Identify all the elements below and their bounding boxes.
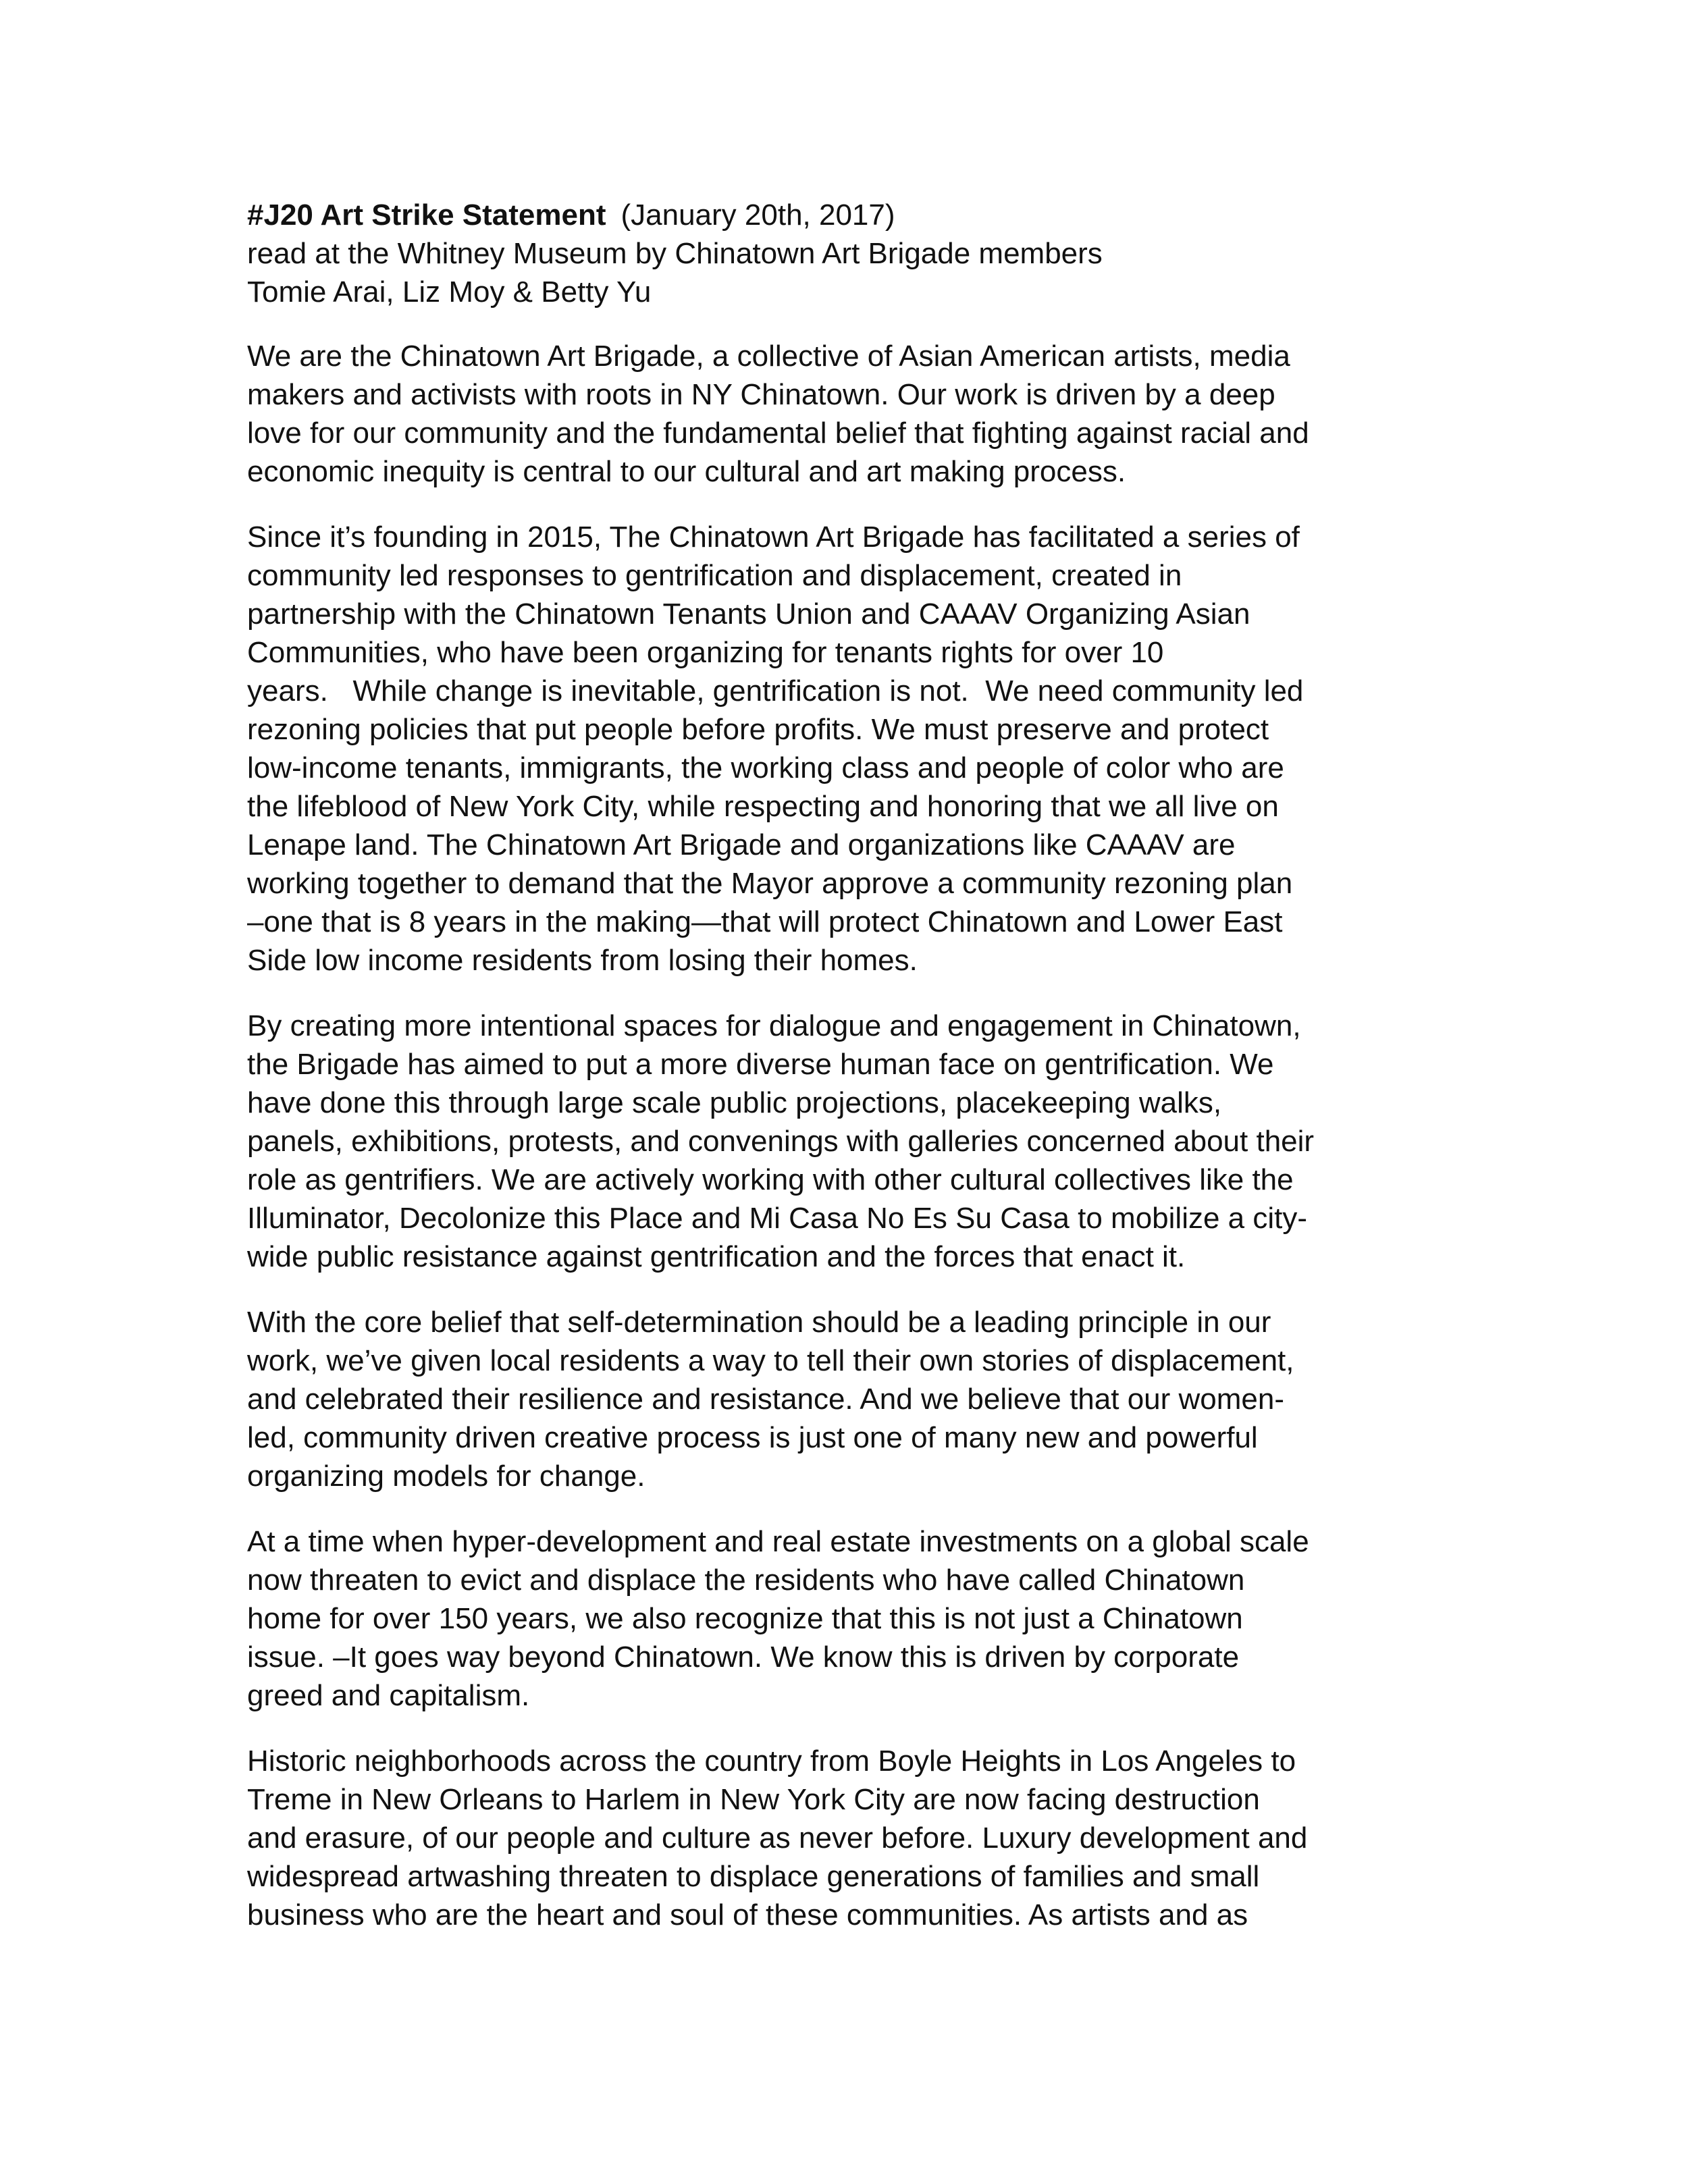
paragraph-line: the lifeblood of New York City, while respecting and honoring that we all live on bbox=[247, 790, 1279, 823]
paragraph-line: the Brigade has aimed to put a more diverse human face on gentrification. We bbox=[247, 1048, 1274, 1081]
paragraph-line: business who are the heart and soul of these communities. As artists and as bbox=[247, 1898, 1248, 1932]
paragraph-line: have done this through large scale public projections, placekeeping walks, bbox=[247, 1086, 1222, 1119]
paragraph-line: home for over 150 years, we also recognize that this is not just a Chinatown bbox=[247, 1602, 1243, 1635]
paragraph-line: led, community driven creative process is just one of many new and powerful bbox=[247, 1421, 1258, 1454]
paragraph-line: organizing models for change. bbox=[247, 1460, 645, 1493]
paragraph-line: community led responses to gentrification and displacement, created in bbox=[247, 559, 1182, 592]
paragraph-line: love for our community and the fundamental belief that fighting against racial and bbox=[247, 417, 1309, 450]
paragraph-6 bbox=[247, 1742, 1449, 1934]
paragraph-line: work, we’ve given local residents a way to tell their own stories of displacement, bbox=[247, 1344, 1294, 1377]
paragraph-line: At a time when hyper-development and real estate investments on a global scale bbox=[247, 1525, 1309, 1558]
paragraph-line: –one that is 8 years in the making—that will protect Chinatown and Lower East bbox=[247, 905, 1283, 938]
paragraph-line: Lenape land. The Chinatown Art Brigade and organizations like CAAAV are bbox=[247, 828, 1236, 861]
paragraph-line: We are the Chinatown Art Brigade, a collective of Asian American artists, media bbox=[247, 340, 1290, 373]
paragraph-line: role as gentrifiers. We are actively working with other cultural collectives like the bbox=[247, 1163, 1294, 1196]
statement-date: (January 20th, 2017) bbox=[621, 198, 895, 232]
statement-title: #J20 Art Strike Statement bbox=[247, 198, 606, 232]
paragraph-line: now threaten to evict and displace the residents who have called Chinatown bbox=[247, 1564, 1245, 1597]
paragraph-line: Side low income residents from losing their homes. bbox=[247, 944, 918, 977]
paragraph-line: With the core belief that self-determination should be a leading principle in our bbox=[247, 1306, 1271, 1339]
paragraph-line: wide public resistance against gentrification and the forces that enact it. bbox=[247, 1240, 1186, 1273]
paragraph-line: working together to demand that the Mayor approve a community rezoning plan bbox=[247, 867, 1293, 900]
paragraph-line: Illuminator, Decolonize this Place and Mi Casa No Es Su Casa to mobilize a city- bbox=[247, 1202, 1308, 1235]
paragraph-line: years. While change is inevitable, gentrification is not. We need community led bbox=[247, 674, 1304, 708]
paragraph-4 bbox=[247, 1303, 1449, 1495]
paragraph-line: rezoning policies that put people before profits. We must preserve and protect bbox=[247, 713, 1269, 746]
paragraph-line: Treme in New Orleans to Harlem in New York City are now facing destruction bbox=[247, 1783, 1260, 1816]
paragraph-5 bbox=[247, 1522, 1449, 1715]
paragraph-line: makers and activists with roots in NY Chinatown. Our work is driven by a deep bbox=[247, 378, 1275, 411]
paragraph-line: panels, exhibitions, protests, and convenings with galleries concerned about their bbox=[247, 1125, 1315, 1158]
paragraph-line: widespread artwashing threaten to displace generations of families and small bbox=[247, 1860, 1260, 1893]
paragraph-line: economic inequity is central to our cultural and art making process. bbox=[247, 455, 1126, 488]
paragraph-line: issue. –It goes way beyond Chinatown. We know this is driven by corporate bbox=[247, 1641, 1240, 1674]
paragraph-line: Historic neighborhoods across the country from Boyle Heights in Los Angeles to bbox=[247, 1744, 1296, 1778]
paragraph-line: Communities, who have been organizing for tenants rights for over 10 bbox=[247, 636, 1164, 669]
paragraph-line: and erasure, of our people and culture as never before. Luxury development and bbox=[247, 1821, 1308, 1855]
paragraph-line: By creating more intentional spaces for dialogue and engagement in Chinatown, bbox=[247, 1009, 1301, 1042]
paragraph-line: greed and capitalism. bbox=[247, 1679, 530, 1712]
document-body bbox=[247, 196, 1449, 1961]
statement-subtitle: read at the Whitney Museum by Chinatown Art Brigade members bbox=[247, 237, 1103, 270]
paragraph-line: low-income tenants, immigrants, the working class and people of color who are bbox=[247, 751, 1284, 784]
paragraph-line: partnership with the Chinatown Tenants Union and CAAAV Organizing Asian bbox=[247, 597, 1250, 631]
paragraph-line: and celebrated their resilience and resistance. And we believe that our women- bbox=[247, 1383, 1285, 1416]
title-line bbox=[247, 196, 1449, 234]
paragraph-2 bbox=[247, 518, 1449, 980]
paragraph-3 bbox=[247, 1007, 1449, 1276]
statement-names: Tomie Arai, Liz Moy & Betty Yu bbox=[247, 275, 652, 309]
paragraph-line: Since it’s founding in 2015, The Chinatown Art Brigade has facilitated a series of bbox=[247, 521, 1300, 554]
paragraph-1 bbox=[247, 337, 1449, 491]
statement-header bbox=[247, 196, 1449, 311]
